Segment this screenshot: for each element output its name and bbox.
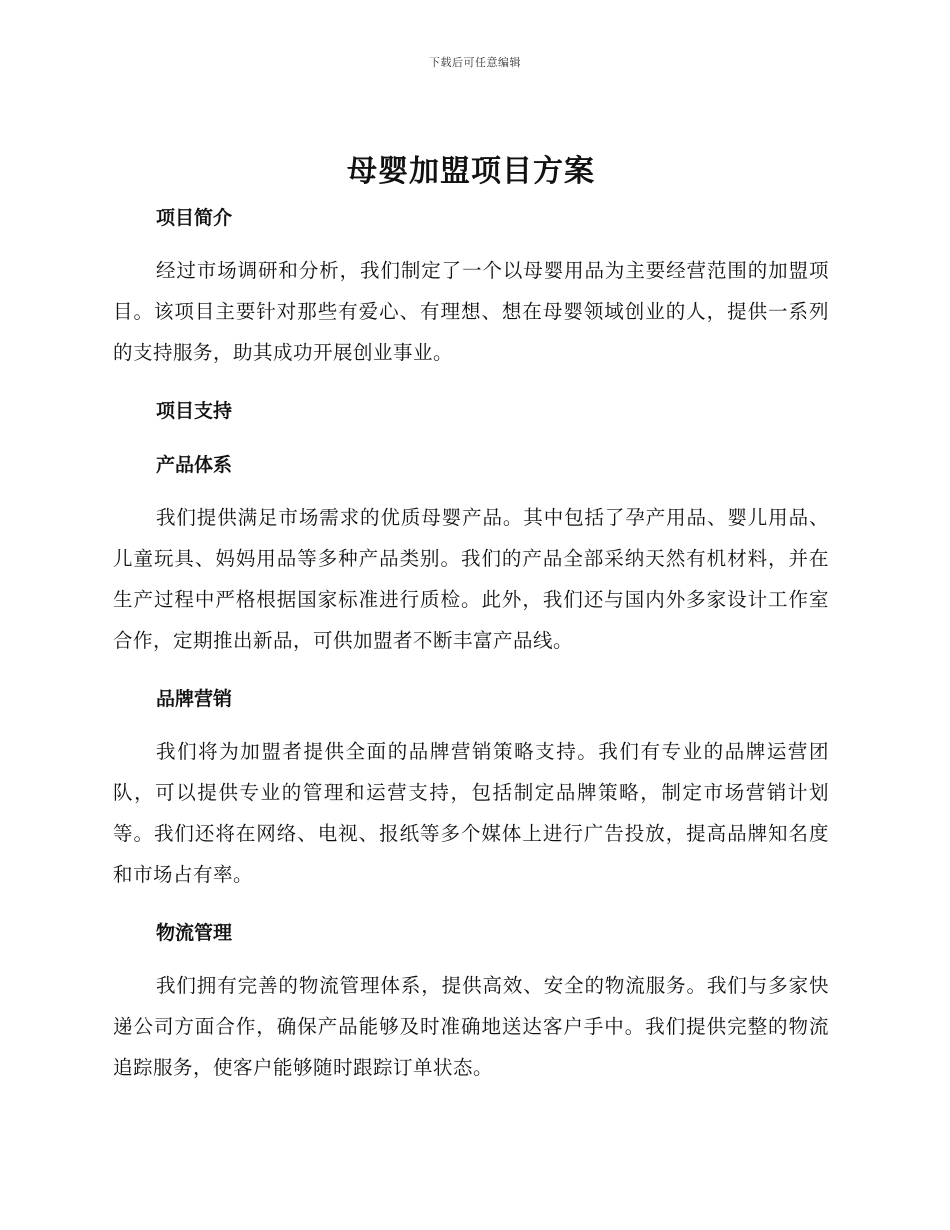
section-support (113, 395, 829, 427)
document-title: 母婴加盟项目方案 (347, 154, 595, 189)
section-heading: 物流管理 (156, 922, 233, 944)
section-heading: 项目支持 (156, 400, 233, 422)
section-logistics (113, 917, 829, 1088)
section-paragraph: 我们拥有完善的物流管理体系，提供高效、安全的物流服务。我们与多家快递公司方面合作，确保产品能够及时准确地送达客户手中。我们提供完整的物流追踪服务，使客户能够随时跟踪订单状态。 (113, 974, 829, 1079)
document-body (113, 150, 829, 1088)
section-heading: 项目简介 (156, 207, 233, 229)
section-paragraph: 经过市场调研和分析，我们制定了一个以母婴用品为主要经营范围的加盟项目。该项目主要针对那些有爱心、有理想、想在母婴领域创业的人，提供一系列的支持服务，助其成功开展创业事业。 (113, 259, 829, 364)
section-paragraph: 我们提供满足市场需求的优质母婴产品。其中包括了孕产用品、婴儿用品、儿童玩具、妈妈用品等多种产品类别。我们的产品全部采纳天然有机材料，并在生产过程中严格根据国家标准进行质检。此外，我们还与国内外多家设计工作室合作，定期推出新品，可供加盟者不断丰富产品线。 (113, 506, 829, 652)
section-heading: 品牌营销 (156, 688, 233, 710)
section-paragraph: 我们将为加盟者提供全面的品牌营销策略支持。我们有专业的品牌运营团队，可以提供专业的管理和运营支持，包括制定品牌策略，制定市场营销计划等。我们还将在网络、电视、报纸等多个媒体上进行广告投放，提高品牌知名度和市场占有率。 (113, 740, 829, 886)
section-product-system (113, 449, 829, 661)
page-header-note: 下载后可任意编辑 (429, 56, 521, 69)
section-brand-marketing (113, 683, 829, 895)
section-heading: 产品体系 (156, 454, 233, 476)
section-intro (113, 202, 829, 373)
